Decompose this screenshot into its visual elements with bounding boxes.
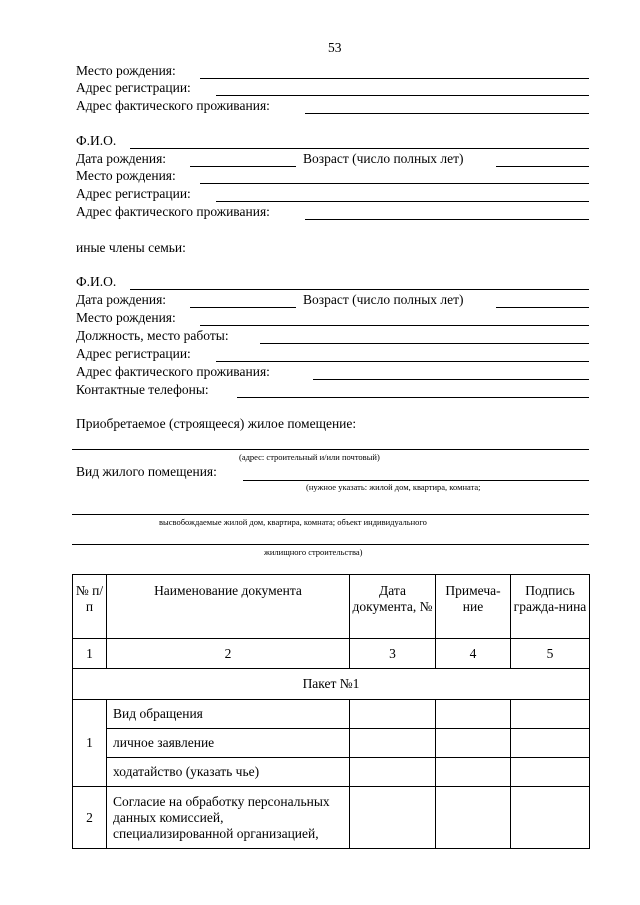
group1-row-2-date[interactable] [350,729,436,758]
block3-birthplace-label: Место рождения: [76,310,176,325]
property-type-hint-2: высвобождаемые жилой дом, квартира, комната; объект индивидуального [159,517,427,527]
header-num: № п/п [73,575,107,639]
block1-registration-label: Адрес регистрации: [76,80,191,95]
block1-registration-line[interactable] [216,95,589,96]
group1-row-3-note[interactable] [436,758,511,787]
property-type-line[interactable] [243,480,589,481]
block3-actual-address-label: Адрес фактического проживания: [76,364,270,379]
col-number-3: 3 [350,639,436,669]
header-name: Наименование документа [107,575,350,639]
block1-actual-address-label: Адрес фактического проживания: [76,98,270,113]
block2-fio-line[interactable] [130,148,589,149]
table-header-row [73,575,590,639]
group1-row-2-note[interactable] [436,729,511,758]
block1-birthplace-line[interactable] [200,78,589,79]
property-type-line-3[interactable] [72,544,589,545]
property-type-hint-3: жилищного строительства) [264,547,363,557]
table-row [73,700,590,729]
property-address-hint: (адрес: строительный и/или почтовый) [239,452,380,462]
block2-registration-label: Адрес регистрации: [76,186,191,201]
documents-table [72,574,590,849]
group2-note[interactable] [436,787,511,849]
block3-fio-line[interactable] [130,289,589,290]
block2-birthplace-label: Место рождения: [76,168,176,183]
other-members-heading: иные члены семьи: [76,240,186,255]
block2-fio-label: Ф.И.О. [76,133,117,148]
col-number-1: 1 [73,639,107,669]
block2-registration-line[interactable] [216,201,589,202]
property-type-hint-1: (нужное указать: жилой дом, квартира, комната; [306,482,481,492]
block1-birthplace-label: Место рождения: [76,63,176,78]
block2-age-label: Возраст (число полных лет) [303,151,464,166]
block2-birthplace-line[interactable] [200,183,589,184]
header-date: Дата документа, № [350,575,436,639]
block3-registration-label: Адрес регистрации: [76,346,191,361]
table-row [73,729,590,758]
block3-age-label: Возраст (число полных лет) [303,292,464,307]
block3-age-line[interactable] [496,307,589,308]
group1-row-3-sign[interactable] [511,758,590,787]
col-number-4: 4 [436,639,511,669]
property-type-label: Вид жилого помещения: [76,464,217,479]
block3-birthdate-label: Дата рождения: [76,292,167,307]
block3-fio-label: Ф.И.О. [76,274,117,289]
property-title: Приобретаемое (строящееся) жилое помещение: [76,416,357,431]
block3-registration-line[interactable] [216,361,589,362]
group1-row-3-date[interactable] [350,758,436,787]
group1-row-2-sign[interactable] [511,729,590,758]
table-row [73,758,590,787]
packet-title: Пакет №1 [73,669,590,700]
group1-row-2: личное заявление [107,729,350,758]
group1-row-1-date[interactable] [350,700,436,729]
group2-date[interactable] [350,787,436,849]
block2-actual-address-label: Адрес фактического проживания: [76,204,270,219]
block3-position-line[interactable] [260,343,589,344]
group2-num: 2 [73,787,107,849]
group1-row-1-sign[interactable] [511,700,590,729]
block1-actual-address-line[interactable] [305,113,589,114]
block2-birthdate-label: Дата рождения: [76,151,167,166]
table-row [73,787,590,849]
col-number-5: 5 [511,639,590,669]
block3-phones-label: Контактные телефоны: [76,382,209,397]
block2-age-line[interactable] [496,166,589,167]
group2-sign[interactable] [511,787,590,849]
property-type-line-2[interactable] [72,514,589,515]
block3-actual-address-line[interactable] [313,379,589,380]
property-address-line[interactable] [72,449,589,450]
col-number-2: 2 [107,639,350,669]
header-sign: Подпись гражда-нина [511,575,590,639]
block2-actual-address-line[interactable] [305,219,589,220]
column-numbers-row [73,639,590,669]
block3-birthplace-line[interactable] [200,325,589,326]
group2-text: Согласие на обработку персональных данных комиссией, специализированной организацией, [107,787,350,849]
group1-num: 1 [73,700,107,787]
group1-row-1: Вид обращения [107,700,350,729]
packet-row [73,669,590,700]
block3-phones-line[interactable] [237,397,589,398]
group1-row-3: ходатайство (указать чье) [107,758,350,787]
header-note: Примеча-ние [436,575,511,639]
block2-birthdate-line[interactable] [190,166,296,167]
group1-row-1-note[interactable] [436,700,511,729]
block3-position-label: Должность, место работы: [76,328,229,343]
block3-birthdate-line[interactable] [190,307,296,308]
page-number: 53 [328,40,342,55]
